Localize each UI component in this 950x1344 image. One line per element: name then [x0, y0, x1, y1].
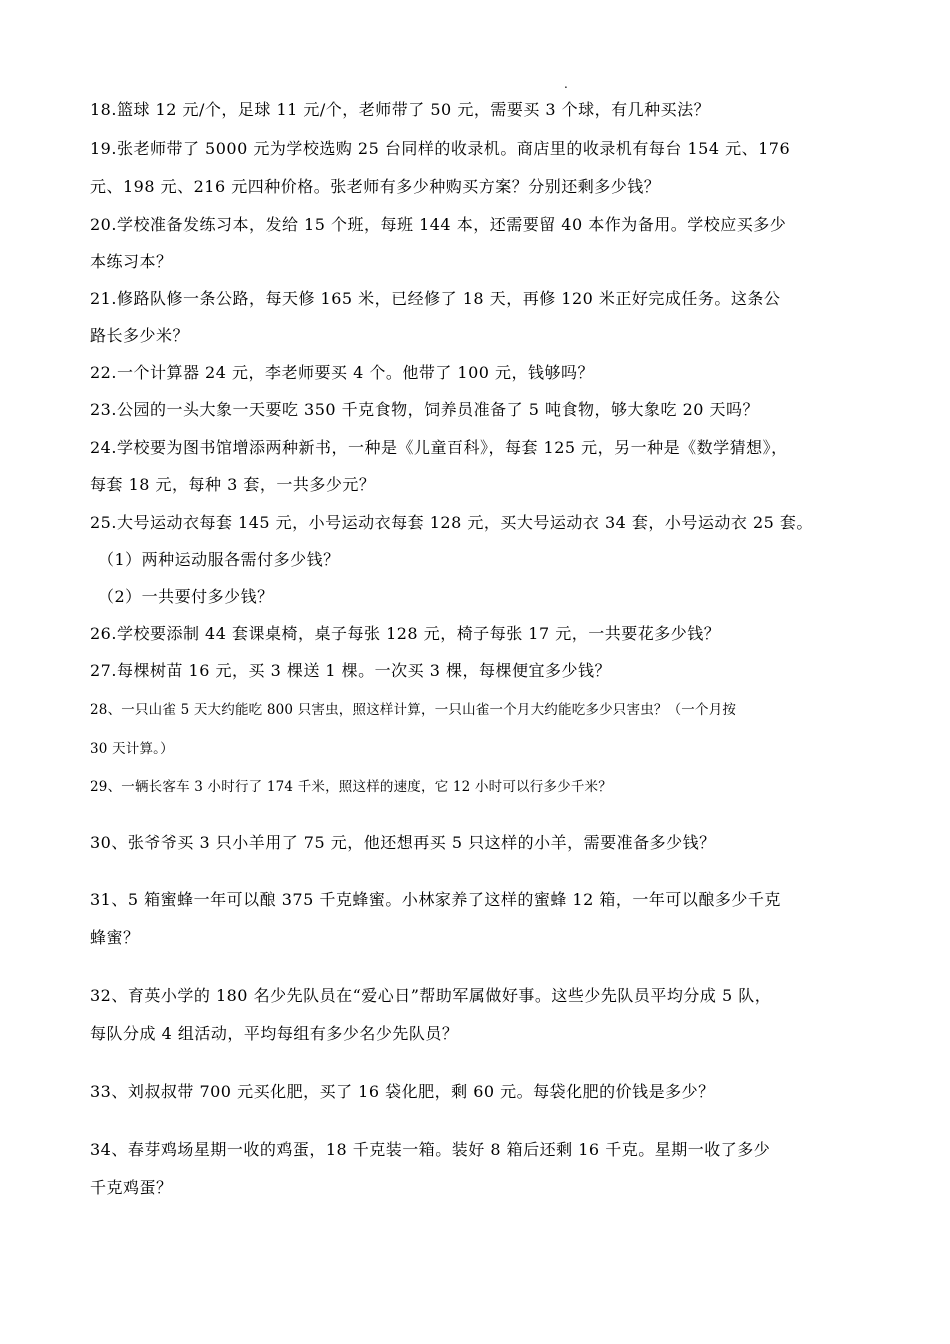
- problem-32-line-1: 32、育英小学的 180 名少先队员在“爱心日”帮助军属做好事。这些少先队员平均分成 5 队，: [90, 986, 772, 1005]
- problem-31-line-2: 蜂蜜？: [90, 928, 140, 947]
- problem-23-line-1: 23.公园的一头大象一天要吃 350 千克食物，饲养员准备了 5 吨食物，够大象吃 20 天吗？: [90, 400, 760, 419]
- problem-34-line-2: 千克鸡蛋？: [90, 1178, 173, 1197]
- problem-28-line-2: 30 天计算。）: [90, 741, 174, 757]
- header-dot: .: [564, 77, 568, 91]
- problem-33-line-1: 33、刘叔叔带 700 元买化肥，买了 16 袋化肥，剩 60 元。每袋化肥的价钱是多少？: [90, 1082, 715, 1101]
- problem-30-line-1: 30、张爷爷买 3 只小羊用了 75 元，他还想再买 5 只这样的小羊，需要准备多少钱？: [90, 833, 716, 852]
- problem-19-line-1: 19.张老师带了 5000 元为学校选购 25 台同样的收录机。商店里的收录机有每台 154 元、176: [90, 139, 791, 158]
- problem-25-part-1: （1）两种运动服各需付多少钱？: [98, 550, 340, 569]
- problem-25-part-2: （2）一共要付多少钱？: [98, 587, 274, 606]
- problem-19-line-2: 元、198 元、216 元四种价格。张老师有多少种购买方案？分别还剩多少钱？: [90, 177, 661, 196]
- problem-31-line-1: 31、5 箱蜜蜂一年可以酿 375 千克蜂蜜。小林家养了这样的蜜蜂 12 箱，一年可以酿多少千克: [90, 890, 781, 909]
- problem-20-line-2: 本练习本？: [90, 252, 173, 271]
- problem-22-line-1: 22.一个计算器 24 元，李老师要买 4 个。他带了 100 元，钱够吗？: [90, 363, 595, 382]
- problem-28-line-1: 28、一只山雀 5 天大约能吃 800 只害虫，照这样计算，一只山雀一个月大约能吃多少只害虫？（一个月按: [90, 702, 737, 718]
- problem-18-line-1: 18.篮球 12 元/个，足球 11 元/个，老师带了 50 元，需要买 3 个球，有几种买法？: [90, 100, 711, 119]
- problem-29-line-1: 29、一辆长客车 3 小时行了 174 千米，照这样的速度，它 12 小时可以行多少千米？: [90, 779, 612, 795]
- problem-27-line-1: 27.每棵树苗 16 元，买 3 棵送 1 棵。一次买 3 棵，每棵便宜多少钱？: [90, 661, 612, 680]
- problem-20-line-1: 20.学校准备发练习本，发给 15 个班，每班 144 本，还需要留 40 本作为备用。学校应买多少: [90, 215, 787, 234]
- problem-24-line-1: 24.学校要为图书馆增添两种新书，一种是《儿童百科》，每套 125 元，另一种是《数学猜想》，: [90, 438, 788, 457]
- problem-21-line-1: 21.修路队修一条公路，每天修 165 米，已经修了 18 天，再修 120 米正好完成任务。这条公: [90, 289, 781, 308]
- problem-26-line-1: 26.学校要添制 44 套课桌椅，桌子每张 128 元，椅子每张 17 元，一共要花多少钱？: [90, 624, 721, 643]
- problem-24-line-2: 每套 18 元，每种 3 套，一共多少元？: [90, 475, 376, 494]
- problem-21-line-2: 路长多少米？: [90, 326, 190, 345]
- problem-25-line-1: 25.大号运动衣每套 145 元，小号运动衣每套 128 元，买大号运动衣 34 套，小号运动衣 25 套。: [90, 513, 813, 532]
- problem-32-line-2: 每队分成 4 组活动，平均每组有多少名少先队员？: [90, 1024, 459, 1043]
- problem-34-line-1: 34、春芽鸡场星期一收的鸡蛋，18 千克装一箱。装好 8 箱后还剩 16 千克。星期一收了多少: [90, 1140, 771, 1159]
